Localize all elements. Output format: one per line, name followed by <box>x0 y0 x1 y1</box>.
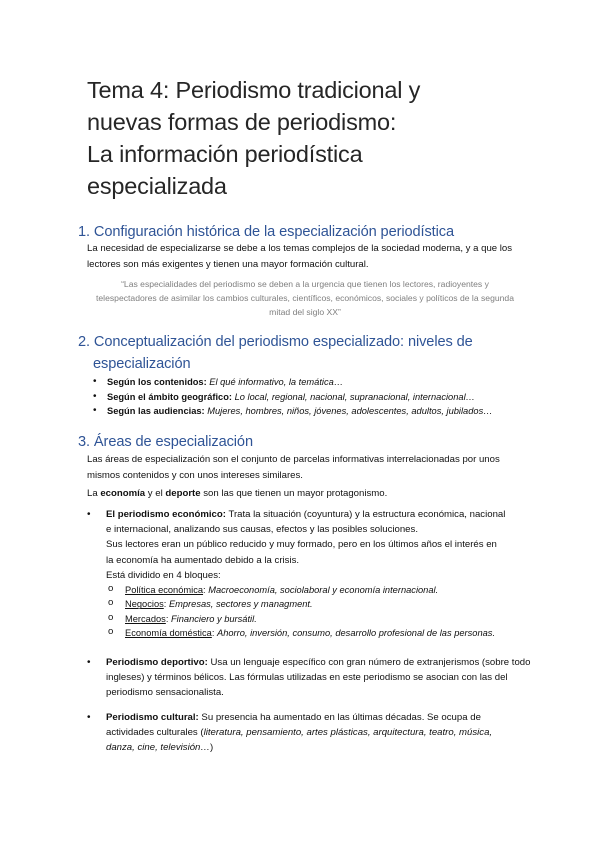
item-text: El qué informativo, la temática… <box>209 377 344 387</box>
item-text: Su presencia ha aumentado en las últimas décadas. Se ocupa de actividades culturales ( <box>106 712 481 739</box>
bullet-icon: • <box>87 509 91 520</box>
title-line: La información periodística <box>87 141 363 167</box>
title-line: Tema 4: Periodismo tradicional y <box>87 77 421 103</box>
bullet-icon: • <box>87 712 91 723</box>
list-item <box>93 404 533 419</box>
list-item: o Política económica: Macroeconomía, sociolaboral y economía internacional. <box>106 583 507 597</box>
item-text: Mujeres, hombres, niños, jóvenes, adolescentes, adultos, jubilados… <box>207 406 493 417</box>
item-italic: literatura, pensamiento, artes plásticas, arquitectura, teatro, música, danza, cine, televisión… <box>106 727 493 754</box>
list-item: o Negocios: Empresas, sectores y managment. <box>106 597 507 611</box>
item-label: Periodismo cultural: <box>106 712 199 723</box>
item-label: Periodismo deportivo: <box>106 657 208 668</box>
text-fragment: son las que tienen un mayor protagonismo. <box>200 488 388 499</box>
protagonism-line <box>87 486 527 502</box>
cultural-journalism-item <box>87 710 523 756</box>
block-name: Negocios <box>125 599 164 610</box>
block-desc: Macroeconomía, sociolaboral y economía internacional. <box>208 585 439 596</box>
economic-blocks-list <box>106 583 507 641</box>
block-desc: Ahorro, inversión, consumo, desarrollo profesional de las personas. <box>217 628 496 639</box>
item-label: Según el ámbito geográfico: <box>107 391 233 402</box>
block-name: Política económica <box>125 585 204 596</box>
item-label: El periodismo económico: <box>106 509 226 520</box>
list-item <box>87 507 507 641</box>
item-label: Según los contenidos: <box>107 377 207 387</box>
block-name: Mercados <box>125 613 166 624</box>
section-2-heading-line1: 2. Conceptualización del periodismo especializado: niveles de <box>78 334 473 350</box>
bullet-icon: • <box>87 657 91 668</box>
emphasis-economia: economía <box>100 488 146 499</box>
list-item: o Economía doméstica: Ahorro, inversión, consumo, desarrollo profesional de las personas. <box>106 626 507 640</box>
section-3-heading: 3. Áreas de especialización <box>78 434 253 450</box>
block-desc: Financiero y bursátil. <box>171 613 257 624</box>
economic-journalism-item <box>87 507 507 641</box>
title-line: especializada <box>87 173 227 199</box>
list-item <box>87 710 523 756</box>
item-close: ) <box>210 742 214 754</box>
item-text: Usa un lenguaje específico con gran número de extranjerismos (sobre todo ingleses) y términos bélicos. Las fórmulas utilizadas en este periodismo se asocian con las del periodismo sensacionalista. <box>106 657 531 699</box>
block-desc: Empresas, sectores y managment. <box>168 599 313 610</box>
title-line: nuevas formas de periodismo: <box>87 109 397 135</box>
section-1-heading: 1. Configuración histórica de la especialización periodística <box>78 224 454 240</box>
item-label: Según las audiencias: <box>107 406 205 417</box>
section-1-paragraph: La necesidad de especializarse se debe a los temas complejos de la sociedad moderna, y a que los lectores son más exigentes y tienen una mayor formación cultural. <box>87 243 513 270</box>
block-name: Economía doméstica <box>125 628 212 639</box>
list-item <box>93 375 533 390</box>
sports-journalism-item <box>87 655 533 701</box>
list-item: o Mercados: Financiero y bursátil. <box>106 612 507 626</box>
emphasis-deporte: deporte <box>165 488 201 499</box>
list-item <box>87 655 533 701</box>
item-text: Lo local, regional, nacional, supranacional, internacional… <box>234 391 475 402</box>
section-1-quote: “Las especialidades del periodismo se deben a la urgencia que tienen los lectores, radioyentes y telespectadores de asimilar los cambios culturales, científicos, económicos, sociales y políticos de la segunda mitad del siglo XX” <box>96 279 514 317</box>
item-text: Trata la situación (coyuntura) y la estructura económica, nacional e internacional, analizando sus causas, efectos y las posibles soluciones. <box>106 509 506 536</box>
section-2-heading-line2: especialización <box>93 356 191 372</box>
levels-list <box>93 375 533 419</box>
text-fragment: La <box>87 488 101 499</box>
page-title <box>87 74 557 202</box>
item-text-3: Está dividido en 4 bloques: <box>106 569 221 581</box>
section-3-intro: Las áreas de especialización son el conjunto de parcelas informativas interrelacionadas por unos mismos contenidos y con unos intereses similares. <box>87 454 500 481</box>
item-text-2: Sus lectores eran un público reducido y muy formado, pero en los últimos años el interés en la economía ha aumentado debido a la crisis. <box>106 539 497 566</box>
list-item <box>93 390 533 405</box>
text-fragment: y el <box>145 488 166 499</box>
